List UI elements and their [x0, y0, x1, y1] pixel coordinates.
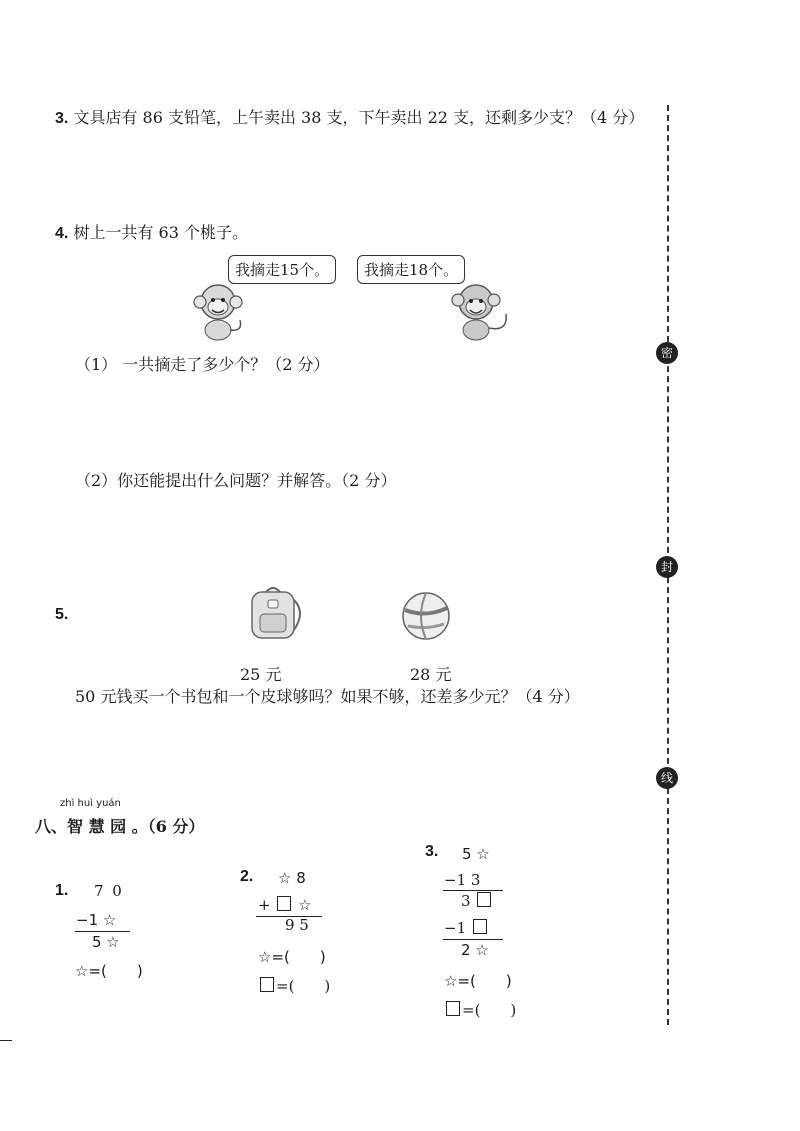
- q3: [55, 105, 644, 128]
- backpack-price: 25 元: [240, 665, 282, 684]
- puzzle2-answer2: [258, 975, 330, 996]
- speech-bubble-left: 我摘走15个。: [228, 255, 336, 284]
- q5-number: 5.: [55, 606, 69, 623]
- plus-sign: +: [258, 896, 271, 914]
- q4: [55, 220, 248, 243]
- puzzle3-row2: −1 3: [444, 871, 481, 889]
- q4-sub1: （1） 一共摘走了多少个？（2 分）: [75, 355, 330, 374]
- monkey-right-illustration: [446, 280, 514, 342]
- puzzle2-row1: ☆ 8: [278, 869, 306, 887]
- speech-bubble-right: 我摘走18个。: [357, 255, 465, 284]
- puzzle1-line: [75, 931, 130, 932]
- blank-box: [277, 896, 291, 911]
- star-symbol: ☆: [298, 896, 312, 914]
- puzzle3-row3: [461, 892, 493, 910]
- blank-box: [473, 919, 487, 934]
- seal-mi: 密: [656, 342, 678, 364]
- puzzle2-answer1: ☆=( ): [258, 948, 326, 966]
- puzzle3-row1: 5 ☆: [462, 845, 490, 863]
- puzzle3-answer1: ☆=( ): [444, 972, 512, 990]
- puzzle3-row4-digit: −1: [444, 919, 467, 937]
- puzzle1-row1: 7 0: [94, 882, 124, 900]
- backpack-illustration: [246, 586, 308, 642]
- q4-number: 4.: [55, 225, 69, 242]
- blank-box: [477, 892, 491, 907]
- q3-text: 文具店有 86 支铅笔，上午卖出 38 支，下午卖出 22 支，还剩多少支？（4 分）: [73, 108, 645, 127]
- q3-number: 3.: [55, 110, 69, 127]
- puzzle1-number: 1.: [55, 882, 69, 899]
- puzzle1-row2: −1 ☆: [76, 911, 117, 929]
- ball-price: 28 元: [410, 665, 452, 684]
- seal-xian: 线: [656, 767, 678, 789]
- ball-illustration: [400, 590, 452, 642]
- puzzle1-answer: ☆=( ): [75, 962, 143, 980]
- puzzle3-row5: 2 ☆: [461, 941, 489, 959]
- puzzle2-row2: [258, 896, 312, 914]
- puzzle3-row4: [444, 919, 489, 937]
- puzzle3-number: 3.: [425, 843, 439, 860]
- section8-title: 八、智 慧 园 。（6 分）: [35, 817, 205, 836]
- puzzle3-line1: [443, 890, 503, 891]
- puzzle3-line2: [443, 939, 503, 940]
- puzzle3-answer2: [444, 999, 516, 1020]
- seal-feng: 封: [656, 556, 678, 578]
- blank-box: [260, 977, 274, 992]
- q5-text: 50 元钱买一个书包和一个皮球够吗？如果不够，还差多少元？（4 分）: [75, 687, 580, 706]
- puzzle2-row3: 9 5: [285, 916, 309, 934]
- puzzle3-row3-digit: 3: [461, 892, 471, 910]
- puzzle2-number: 2.: [240, 868, 254, 885]
- q4-text: 树上一共有 63 个桃子。: [73, 223, 248, 242]
- q4-sub2: （2）你还能提出什么问题？并解答。（2 分）: [75, 471, 397, 490]
- page-edge-mark: [0, 1040, 12, 1041]
- puzzle1-row3: 5 ☆: [92, 933, 120, 951]
- monkey-left-illustration: [188, 280, 248, 342]
- puzzle2-answer2-text: =( ): [276, 977, 331, 995]
- puzzle3-answer2-text: =( ): [462, 1001, 517, 1019]
- section8-pinyin: zhì huì yuán: [60, 798, 121, 809]
- blank-box: [446, 1001, 460, 1016]
